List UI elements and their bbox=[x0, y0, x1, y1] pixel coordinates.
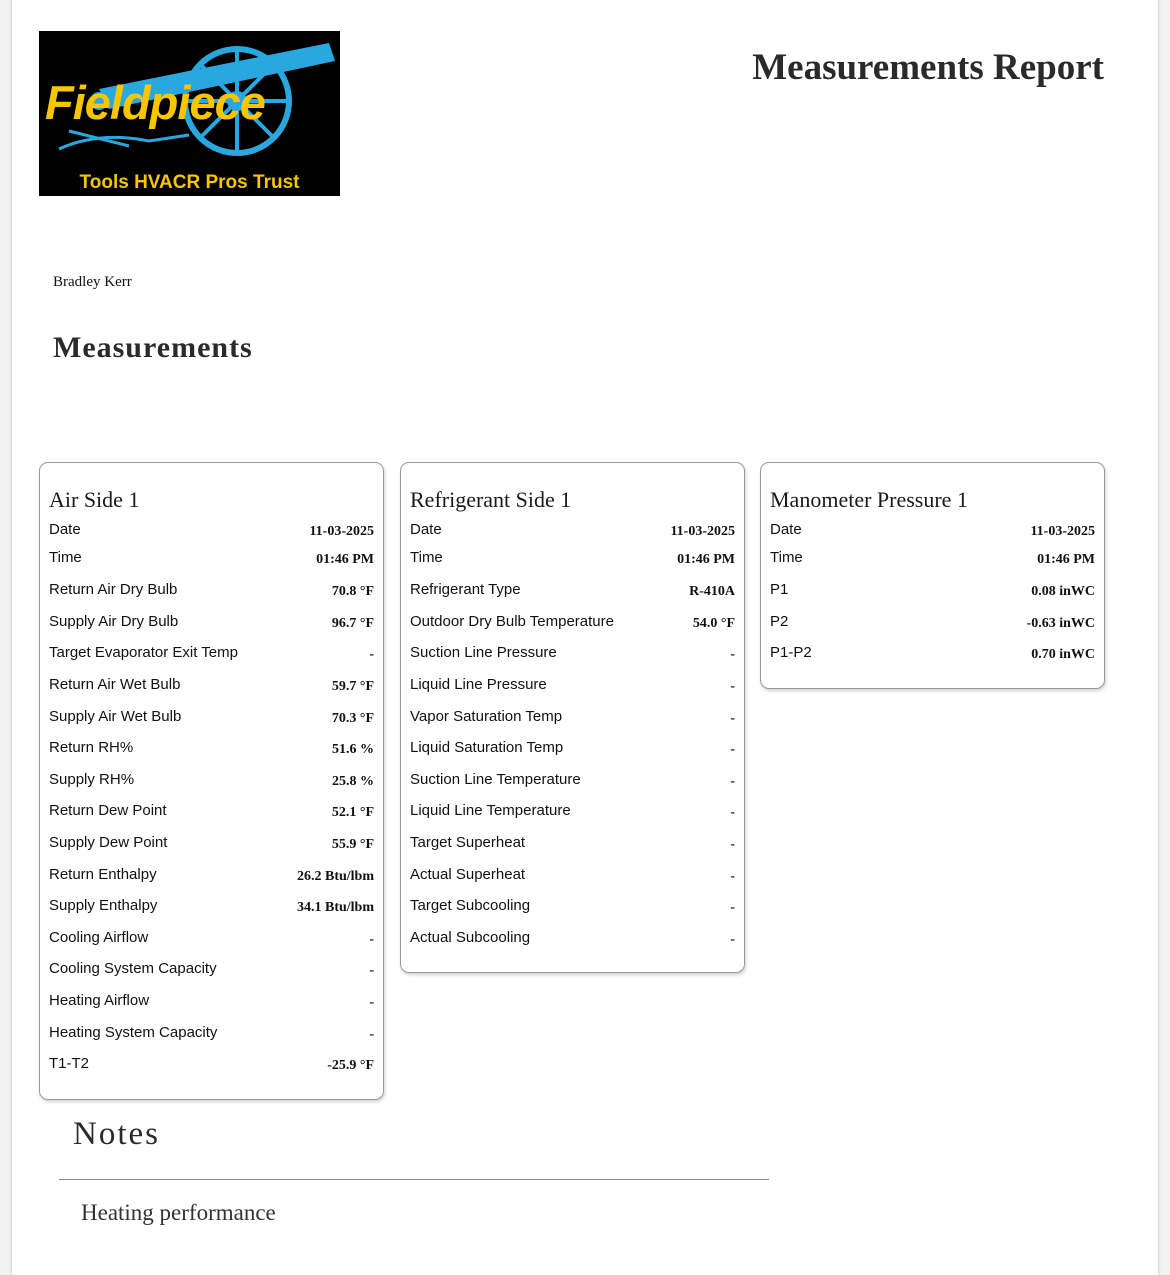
measurement-row bbox=[49, 929, 374, 951]
measurement-value: 25.8 % bbox=[332, 774, 374, 789]
measurement-label: Supply Air Wet Bulb bbox=[49, 708, 182, 725]
measurement-value: 11-03-2025 bbox=[309, 524, 374, 539]
measurement-row bbox=[770, 644, 1095, 666]
report-page bbox=[12, 0, 1158, 1275]
measurement-row bbox=[410, 708, 735, 730]
measurement-label: Return Enthalpy bbox=[49, 866, 157, 883]
fieldpiece-logo bbox=[39, 31, 340, 196]
notes-text: Heating performance bbox=[81, 1200, 276, 1225]
measurement-row bbox=[49, 549, 374, 571]
measurement-row bbox=[410, 866, 735, 888]
measurement-label: Supply Enthalpy bbox=[49, 897, 158, 914]
measurement-value: 59.7 °F bbox=[331, 679, 374, 694]
measurement-row bbox=[410, 581, 735, 603]
measurement-value: 0.08 inWC bbox=[1031, 584, 1095, 599]
measurement-row bbox=[49, 960, 374, 982]
measurement-value: 96.7 °F bbox=[331, 616, 374, 631]
measurement-label: Liquid Line Temperature bbox=[410, 802, 571, 819]
measurement-value: 11-03-2025 bbox=[670, 524, 735, 539]
measurement-row bbox=[410, 613, 735, 635]
measurement-value: 11-03-2025 bbox=[1030, 524, 1095, 539]
notes-divider bbox=[59, 1179, 769, 1180]
measurement-row bbox=[770, 521, 1095, 543]
measurement-row bbox=[49, 992, 374, 1014]
measurement-row bbox=[49, 897, 374, 919]
measurement-label: Heating Airflow bbox=[49, 992, 150, 1009]
measurement-label: Target Superheat bbox=[410, 834, 526, 851]
measurement-row bbox=[49, 1024, 374, 1046]
measurement-value: -0.63 inWC bbox=[1026, 616, 1095, 631]
measurement-label: Cooling System Capacity bbox=[49, 960, 217, 977]
measurement-label: Time bbox=[770, 549, 803, 566]
measurement-value: - bbox=[730, 679, 735, 694]
measurement-label: Target Evaporator Exit Temp bbox=[49, 644, 238, 661]
measurement-row bbox=[49, 866, 374, 888]
measurement-label: Time bbox=[410, 549, 443, 566]
measurement-label: Supply Dew Point bbox=[49, 834, 168, 851]
measurement-row bbox=[49, 521, 374, 543]
refrigerant-side-card bbox=[400, 462, 745, 973]
air-side-card bbox=[39, 462, 384, 1100]
section-title: Measurements bbox=[53, 331, 253, 364]
measurement-row bbox=[770, 549, 1095, 571]
measurement-label: Heating System Capacity bbox=[49, 1024, 218, 1041]
measurement-label: Suction Line Temperature bbox=[410, 771, 581, 788]
measurement-value: 34.1 Btu/lbm bbox=[296, 900, 374, 915]
measurement-row bbox=[410, 929, 735, 951]
measurement-label: P2 bbox=[770, 613, 789, 630]
measurement-label: Supply Air Dry Bulb bbox=[49, 613, 179, 630]
card-title: Air Side 1 bbox=[49, 487, 140, 512]
measurement-label: Cooling Airflow bbox=[49, 929, 149, 946]
measurement-label: Return Air Dry Bulb bbox=[49, 581, 178, 598]
measurement-label: Actual Subcooling bbox=[410, 929, 531, 946]
measurement-label: Supply RH% bbox=[49, 771, 135, 788]
measurement-label: Return RH% bbox=[49, 739, 134, 756]
technician-name: Bradley Kerr bbox=[53, 274, 132, 290]
measurement-row bbox=[49, 676, 374, 698]
measurement-row bbox=[49, 802, 374, 824]
measurement-value: 26.2 Btu/lbm bbox=[296, 869, 374, 884]
measurement-value: 01:46 PM bbox=[316, 552, 374, 567]
measurement-label: Liquid Saturation Temp bbox=[410, 739, 564, 756]
measurement-value: 0.70 inWC bbox=[1031, 647, 1095, 662]
measurement-label: Date bbox=[49, 521, 81, 538]
measurement-value: 70.8 °F bbox=[331, 584, 374, 599]
measurement-row bbox=[49, 739, 374, 761]
measurement-label: Return Air Wet Bulb bbox=[49, 676, 181, 693]
measurement-value: 55.9 °F bbox=[331, 837, 374, 852]
measurement-row bbox=[770, 613, 1095, 635]
measurement-row bbox=[410, 834, 735, 856]
measurement-label: Actual Superheat bbox=[410, 866, 526, 883]
measurement-value: 51.6 % bbox=[332, 742, 374, 757]
measurement-value: 52.1 °F bbox=[331, 805, 374, 820]
measurement-label: Time bbox=[49, 549, 82, 566]
measurement-value: - bbox=[369, 995, 374, 1010]
measurement-row bbox=[410, 644, 735, 666]
measurement-value: 70.3 °F bbox=[331, 711, 374, 726]
measurement-label: Vapor Saturation Temp bbox=[410, 708, 563, 725]
measurement-value: - bbox=[730, 711, 735, 726]
measurement-row bbox=[49, 771, 374, 793]
measurement-label: Liquid Line Pressure bbox=[410, 676, 547, 693]
measurement-value: - bbox=[369, 963, 374, 978]
logo-wordmark: Fieldpiece bbox=[45, 76, 265, 129]
measurement-label: P1 bbox=[770, 581, 789, 598]
manometer-pressure-card bbox=[760, 462, 1105, 689]
measurement-row bbox=[410, 739, 735, 761]
measurement-row bbox=[410, 549, 735, 571]
measurement-label: Refrigerant Type bbox=[410, 581, 521, 598]
measurement-value: - bbox=[730, 742, 735, 757]
measurement-row bbox=[49, 708, 374, 730]
measurement-value: - bbox=[369, 647, 374, 662]
measurement-value: - bbox=[730, 805, 735, 820]
measurement-value: 01:46 PM bbox=[677, 552, 735, 567]
measurement-label: Date bbox=[770, 521, 802, 538]
measurement-row bbox=[410, 521, 735, 543]
measurement-value: 01:46 PM bbox=[1037, 552, 1095, 567]
measurement-row bbox=[49, 834, 374, 856]
measurement-value: 54.0 °F bbox=[692, 616, 735, 631]
measurement-label: Suction Line Pressure bbox=[410, 644, 557, 661]
measurement-row bbox=[410, 676, 735, 698]
measurement-row bbox=[410, 771, 735, 793]
measurement-value: - bbox=[730, 837, 735, 852]
logo-tagline: Tools HVACR Pros Trust bbox=[79, 172, 300, 193]
measurement-label: Target Subcooling bbox=[410, 897, 531, 914]
measurement-value: - bbox=[730, 900, 735, 915]
measurement-value: - bbox=[730, 869, 735, 884]
measurement-row bbox=[49, 644, 374, 666]
measurement-value: -25.9 °F bbox=[327, 1058, 374, 1073]
measurement-row bbox=[410, 802, 735, 824]
measurement-value: R-410A bbox=[689, 584, 735, 599]
measurement-value: - bbox=[730, 932, 735, 947]
measurement-row bbox=[770, 581, 1095, 603]
measurement-value: - bbox=[369, 1027, 374, 1042]
measurement-row bbox=[410, 897, 735, 919]
measurement-value: - bbox=[369, 932, 374, 947]
measurement-label: Date bbox=[410, 521, 442, 538]
report-title: Measurements Report bbox=[752, 47, 1104, 88]
card-title: Manometer Pressure 1 bbox=[770, 487, 968, 512]
measurement-value: - bbox=[730, 647, 735, 662]
measurement-value: - bbox=[730, 774, 735, 789]
measurement-label: T1-T2 bbox=[49, 1055, 90, 1072]
notes-title: Notes bbox=[73, 1116, 160, 1152]
measurement-row bbox=[49, 613, 374, 635]
measurement-label: P1-P2 bbox=[770, 644, 812, 661]
measurement-label: Return Dew Point bbox=[49, 802, 167, 819]
card-title: Refrigerant Side 1 bbox=[410, 487, 572, 512]
measurement-row bbox=[49, 1055, 374, 1077]
measurement-label: Outdoor Dry Bulb Temperature bbox=[410, 613, 614, 630]
measurement-row bbox=[49, 581, 374, 603]
